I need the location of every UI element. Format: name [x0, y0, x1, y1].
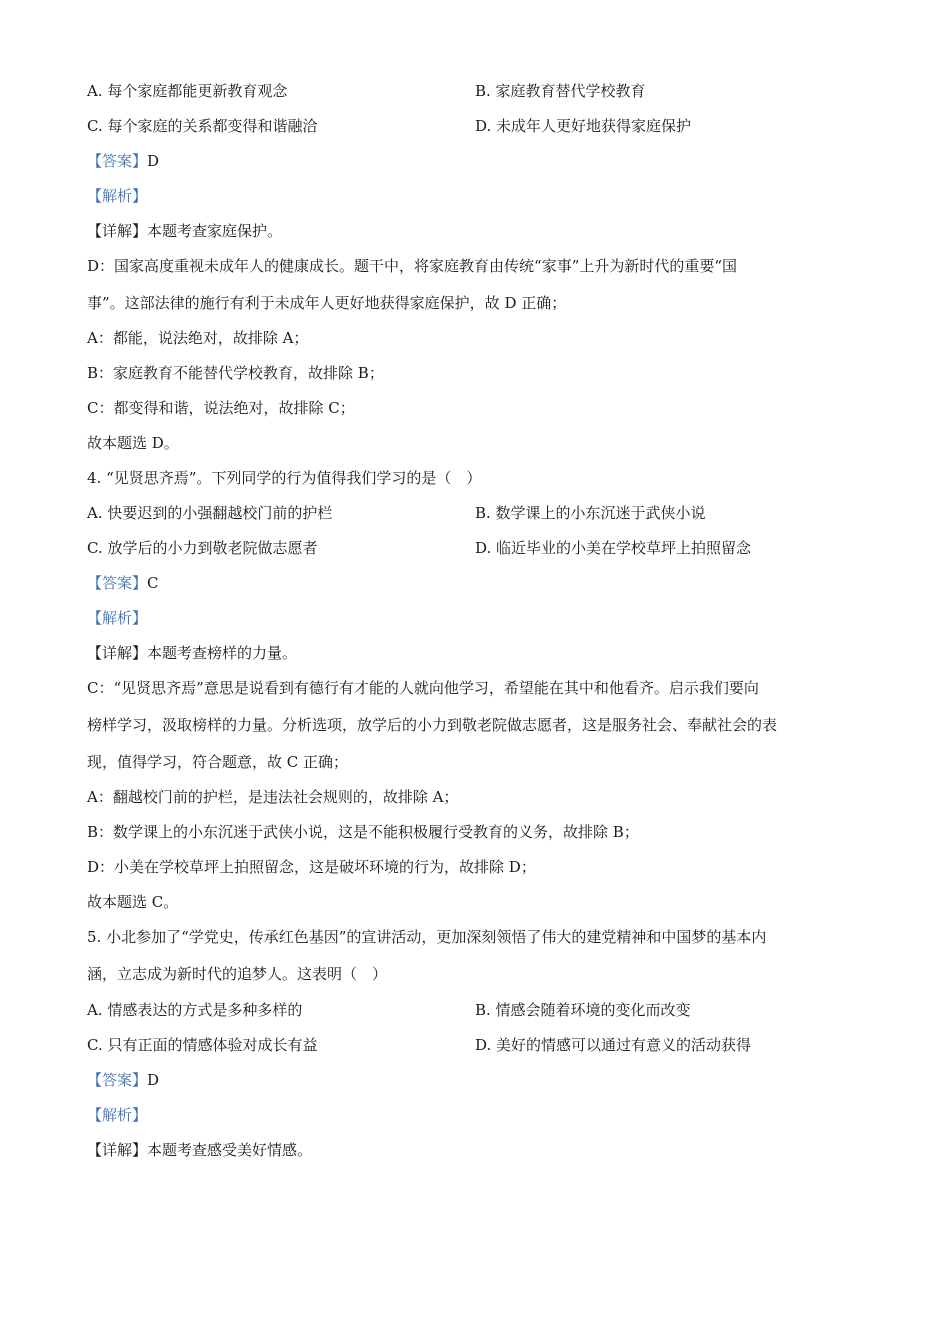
q4-option-a: A. 快要迟到的小强翻越校门前的护栏	[87, 504, 333, 522]
q4-option-d: D. 临近毕业的小美在学校草坪上拍照留念	[475, 539, 752, 557]
q4-option-b: B. 数学课上的小东沉迷于武侠小说	[475, 504, 706, 522]
q4-explanation-line: A：翻越校门前的护栏，是违法社会规则的，故排除 A；	[87, 788, 459, 806]
q3-analysis-tag: 【解析】	[87, 187, 148, 205]
q3-explanation-line: A：都能，说法绝对，故排除 A；	[87, 329, 309, 347]
q3-detail: 【详解】本题考查家庭保护。	[87, 222, 283, 240]
answer-tag: 【答案】	[87, 574, 148, 592]
q3-option-a: A. 每个家庭都能更新教育观念	[87, 82, 288, 100]
q4-option-c: C. 放学后的小力到敬老院做志愿者	[87, 539, 318, 557]
q5-analysis-tag: 【解析】	[87, 1106, 148, 1124]
q4-analysis-tag: 【解析】	[87, 609, 148, 627]
q3-explanation-line: B：家庭教育不能替代学校教育，故排除 B；	[87, 364, 384, 382]
q3-option-b: B. 家庭教育替代学校教育	[475, 82, 646, 100]
q4-answer	[87, 573, 159, 593]
q5-option-b: B. 情感会随着环境的变化而改变	[475, 1001, 691, 1019]
q3-option-d: D. 未成年人更好地获得家庭保护	[475, 117, 692, 135]
q3-explanation-line: 事”。这部法律的施行有利于未成年人更好地获得家庭保护，故 D 正确；	[87, 294, 567, 312]
q4-explanation-line: 榜样学习，汲取榜样的力量。分析选项，放学后的小力到敬老院做志愿者，这是服务社会、奉献社会的表	[87, 716, 778, 734]
answer-tag: 【答案】	[87, 152, 148, 170]
answer-tag: 【答案】	[87, 1071, 148, 1089]
q3-option-c: C. 每个家庭的关系都变得和谐融洽	[87, 117, 318, 135]
q3-explanation-line: D：国家高度重视未成年人的健康成长。题干中，将家庭教育由传统“家事”上升为新时代的重要“国	[87, 257, 738, 275]
q4-detail: 【详解】本题考查榜样的力量。	[87, 644, 298, 662]
q4-explanation-line: 现，值得学习，符合题意，故 C 正确；	[87, 753, 349, 771]
q3-explanation-line: C：都变得和谐，说法绝对，故排除 C；	[87, 399, 355, 417]
q5-answer	[87, 1070, 159, 1090]
q4-conclusion: 故本题选 C。	[87, 893, 179, 911]
q3-conclusion: 故本题选 D。	[87, 434, 179, 452]
q5-stem-line: 涵，立志成为新时代的追梦人。这表明（ ）	[87, 965, 388, 983]
q4-explanation-line: D：小美在学校草坪上拍照留念，这是破坏环境的行为，故排除 D；	[87, 858, 536, 876]
q4-stem: 4. “见贤思齐焉”。下列同学的行为值得我们学习的是（ ）	[87, 469, 482, 487]
q5-option-d: D. 美好的情感可以通过有意义的活动获得	[475, 1036, 752, 1054]
answer-value: D	[147, 152, 160, 170]
q5-detail: 【详解】本题考查感受美好情感。	[87, 1141, 313, 1159]
q3-answer	[87, 151, 159, 171]
q4-explanation-line: C：“见贤思齐焉”意思是说看到有德行有才能的人就向他学习，希望能在其中和他看齐。启示我们要向	[87, 679, 759, 697]
q5-option-a: A. 情感表达的方式是多种多样的	[87, 1001, 303, 1019]
answer-value: D	[147, 1071, 160, 1089]
answer-value: C	[147, 574, 159, 592]
q5-stem-line: 5. 小北参加了“学党史，传承红色基因”的宣讲活动，更加深刻领悟了伟大的建党精神和中国梦的基本内	[87, 928, 767, 946]
q4-explanation-line: B：数学课上的小东沉迷于武侠小说，这是不能积极履行受教育的义务，故排除 B；	[87, 823, 639, 841]
q5-option-c: C. 只有正面的情感体验对成长有益	[87, 1036, 318, 1054]
